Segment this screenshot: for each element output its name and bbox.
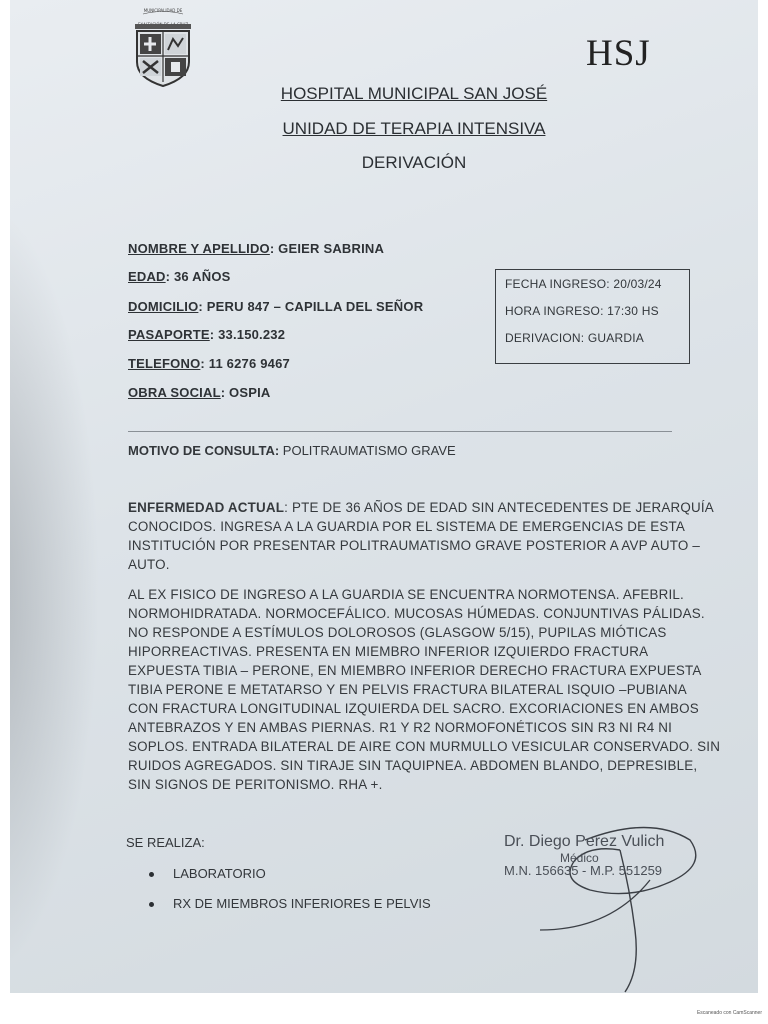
hospital-seal-icon bbox=[123, 6, 203, 88]
doctor-name: Dr. Diego Perez Vulich bbox=[504, 833, 665, 850]
procedure-item-label: LABORATORIO bbox=[173, 866, 266, 881]
patient-phone-value: : 11 6276 9467 bbox=[200, 356, 290, 371]
patient-insurance-field bbox=[128, 385, 271, 400]
patient-passport-value: : 33.150.232 bbox=[209, 327, 286, 342]
physical-exam-line: HIPORREACTIVAS. PRESENTA EN MIEMBRO INFERIOR IZQUIERDO FRACTURA bbox=[128, 644, 649, 659]
admission-info-box bbox=[495, 269, 690, 364]
consult-reason-value: POLITRAUMATISMO GRAVE bbox=[279, 443, 456, 458]
current-illness-line: : PTE DE 36 AÑOS DE EDAD SIN ANTECEDENTES DE JERARQUÍA bbox=[284, 500, 714, 515]
bullet-icon bbox=[149, 872, 154, 877]
patient-insurance-label: OBRA SOCIAL bbox=[128, 385, 221, 400]
doctor-registration: M.N. 156635 - M.P. 551259 bbox=[504, 863, 663, 878]
patient-passport-label: PASAPORTE bbox=[128, 327, 210, 342]
patient-name-value: : GEIER SABRINA bbox=[269, 241, 385, 256]
current-illness-line: CONOCIDOS. INGRESA A LA GUARDIA POR EL SISTEMA DE EMERGENCIAS DE ESTA bbox=[128, 519, 685, 534]
patient-phone-field bbox=[128, 356, 290, 371]
patient-phone-label: TELEFONO bbox=[128, 356, 201, 371]
patient-address-field bbox=[128, 299, 423, 314]
patient-address-value: : PERU 847 – CAPILLA DEL SEÑOR bbox=[198, 299, 424, 314]
hsj-logo: HSJ bbox=[586, 33, 651, 74]
procedures-label: SE REALIZA: bbox=[126, 835, 205, 850]
patient-insurance-value: : OSPIA bbox=[220, 385, 271, 400]
unit-title: UNIDAD DE TERAPIA INTENSIVA bbox=[282, 119, 546, 138]
consult-reason bbox=[128, 443, 456, 458]
patient-name-field bbox=[128, 241, 384, 256]
patient-age-label: EDAD bbox=[128, 269, 166, 284]
procedure-item bbox=[149, 866, 266, 881]
physical-exam-line: AL EX FISICO DE INGRESO A LA GUARDIA SE ENCUENTRA NORMOTENSA. AFEBRIL. bbox=[128, 587, 684, 602]
physical-exam-line: NORMOHIDRATADA. NORMOCEFÁLICO. MUCOSAS HÚMEDAS. CONJUNTIVAS PÁLIDAS. bbox=[128, 606, 705, 621]
doctor-role: Médico bbox=[560, 851, 599, 865]
patient-age-field bbox=[128, 269, 231, 284]
physical-exam-line: NO RESPONDE A ESTÍMULOS DOLOROSOS (GLASGOW 5/15), PUPILAS MIÓTICAS bbox=[128, 625, 667, 640]
physical-exam-paragraph bbox=[128, 585, 721, 794]
physical-exam-line: SOPLOS. ENTRADA BILATERAL DE AIRE CON MURMULLO VESICULAR CONSERVADO. SIN bbox=[128, 739, 721, 754]
physical-exam-line: EXPUESTA TIBIA – PERONE, EN MIEMBRO INFERIOR DERECHO FRACTURA EXPUESTA bbox=[128, 663, 702, 678]
admission-referral: DERIVACION: GUARDIA bbox=[505, 331, 644, 345]
patient-name-label: NOMBRE Y APELLIDO bbox=[128, 241, 270, 256]
consult-reason-label: MOTIVO DE CONSULTA: bbox=[128, 443, 280, 458]
patient-passport-field bbox=[128, 327, 285, 342]
seal-motto-top: MUNICIPALIDAD DE bbox=[143, 8, 183, 13]
current-illness-paragraph bbox=[128, 498, 714, 574]
bullet-icon bbox=[149, 902, 154, 907]
physical-exam-line: CON FRACTURA LONGITUDINAL IZQUIERDA DEL SACRO. EXCORIACIONES EN AMBOS bbox=[128, 701, 699, 716]
admission-time: HORA INGRESO: 17:30 HS bbox=[505, 304, 659, 318]
current-illness-line: INSTITUCIÓN POR PRESENTAR POLITRAUMATISMO GRAVE POSTERIOR A AVP AUTO – bbox=[128, 538, 701, 553]
physical-exam-line: ANTEBRAZOS Y EN AMBAS PIERNAS. R1 Y R2 NORMOFONÉTICOS SIN R3 NI R4 NI bbox=[128, 720, 673, 735]
scanner-watermark: Escaneado con CamScanner bbox=[696, 1010, 762, 1016]
document-page bbox=[10, 0, 758, 993]
procedure-item bbox=[149, 896, 431, 911]
patient-age-value: : 36 AÑOS bbox=[165, 269, 231, 284]
document-title: DERIVACIÓN bbox=[361, 153, 467, 172]
physical-exam-line: TIBIA PERONE E METATARSO Y EN PELVIS FRACTURA BILATERAL ISQUIO –PUBIANA bbox=[128, 682, 687, 697]
hospital-title: HOSPITAL MUNICIPAL SAN JOSÉ bbox=[280, 84, 548, 103]
physical-exam-line: SIN SIGNOS DE PERITONISMO. RHA +. bbox=[128, 777, 383, 792]
section-divider bbox=[128, 431, 672, 432]
current-illness-label: ENFERMEDAD ACTUAL bbox=[128, 500, 285, 515]
physical-exam-line: RUIDOS AGREGADOS. SIN TIRAJE SIN TAQUIPNEA. ABDOMEN BLANDO, DEPRESIBLE, bbox=[128, 758, 698, 773]
patient-address-label: DOMICILIO bbox=[128, 299, 199, 314]
admission-date: FECHA INGRESO: 20/03/24 bbox=[505, 277, 662, 291]
procedure-item-label: RX DE MIEMBROS INFERIORES E PELVIS bbox=[173, 896, 431, 911]
current-illness-line: AUTO. bbox=[128, 557, 170, 572]
